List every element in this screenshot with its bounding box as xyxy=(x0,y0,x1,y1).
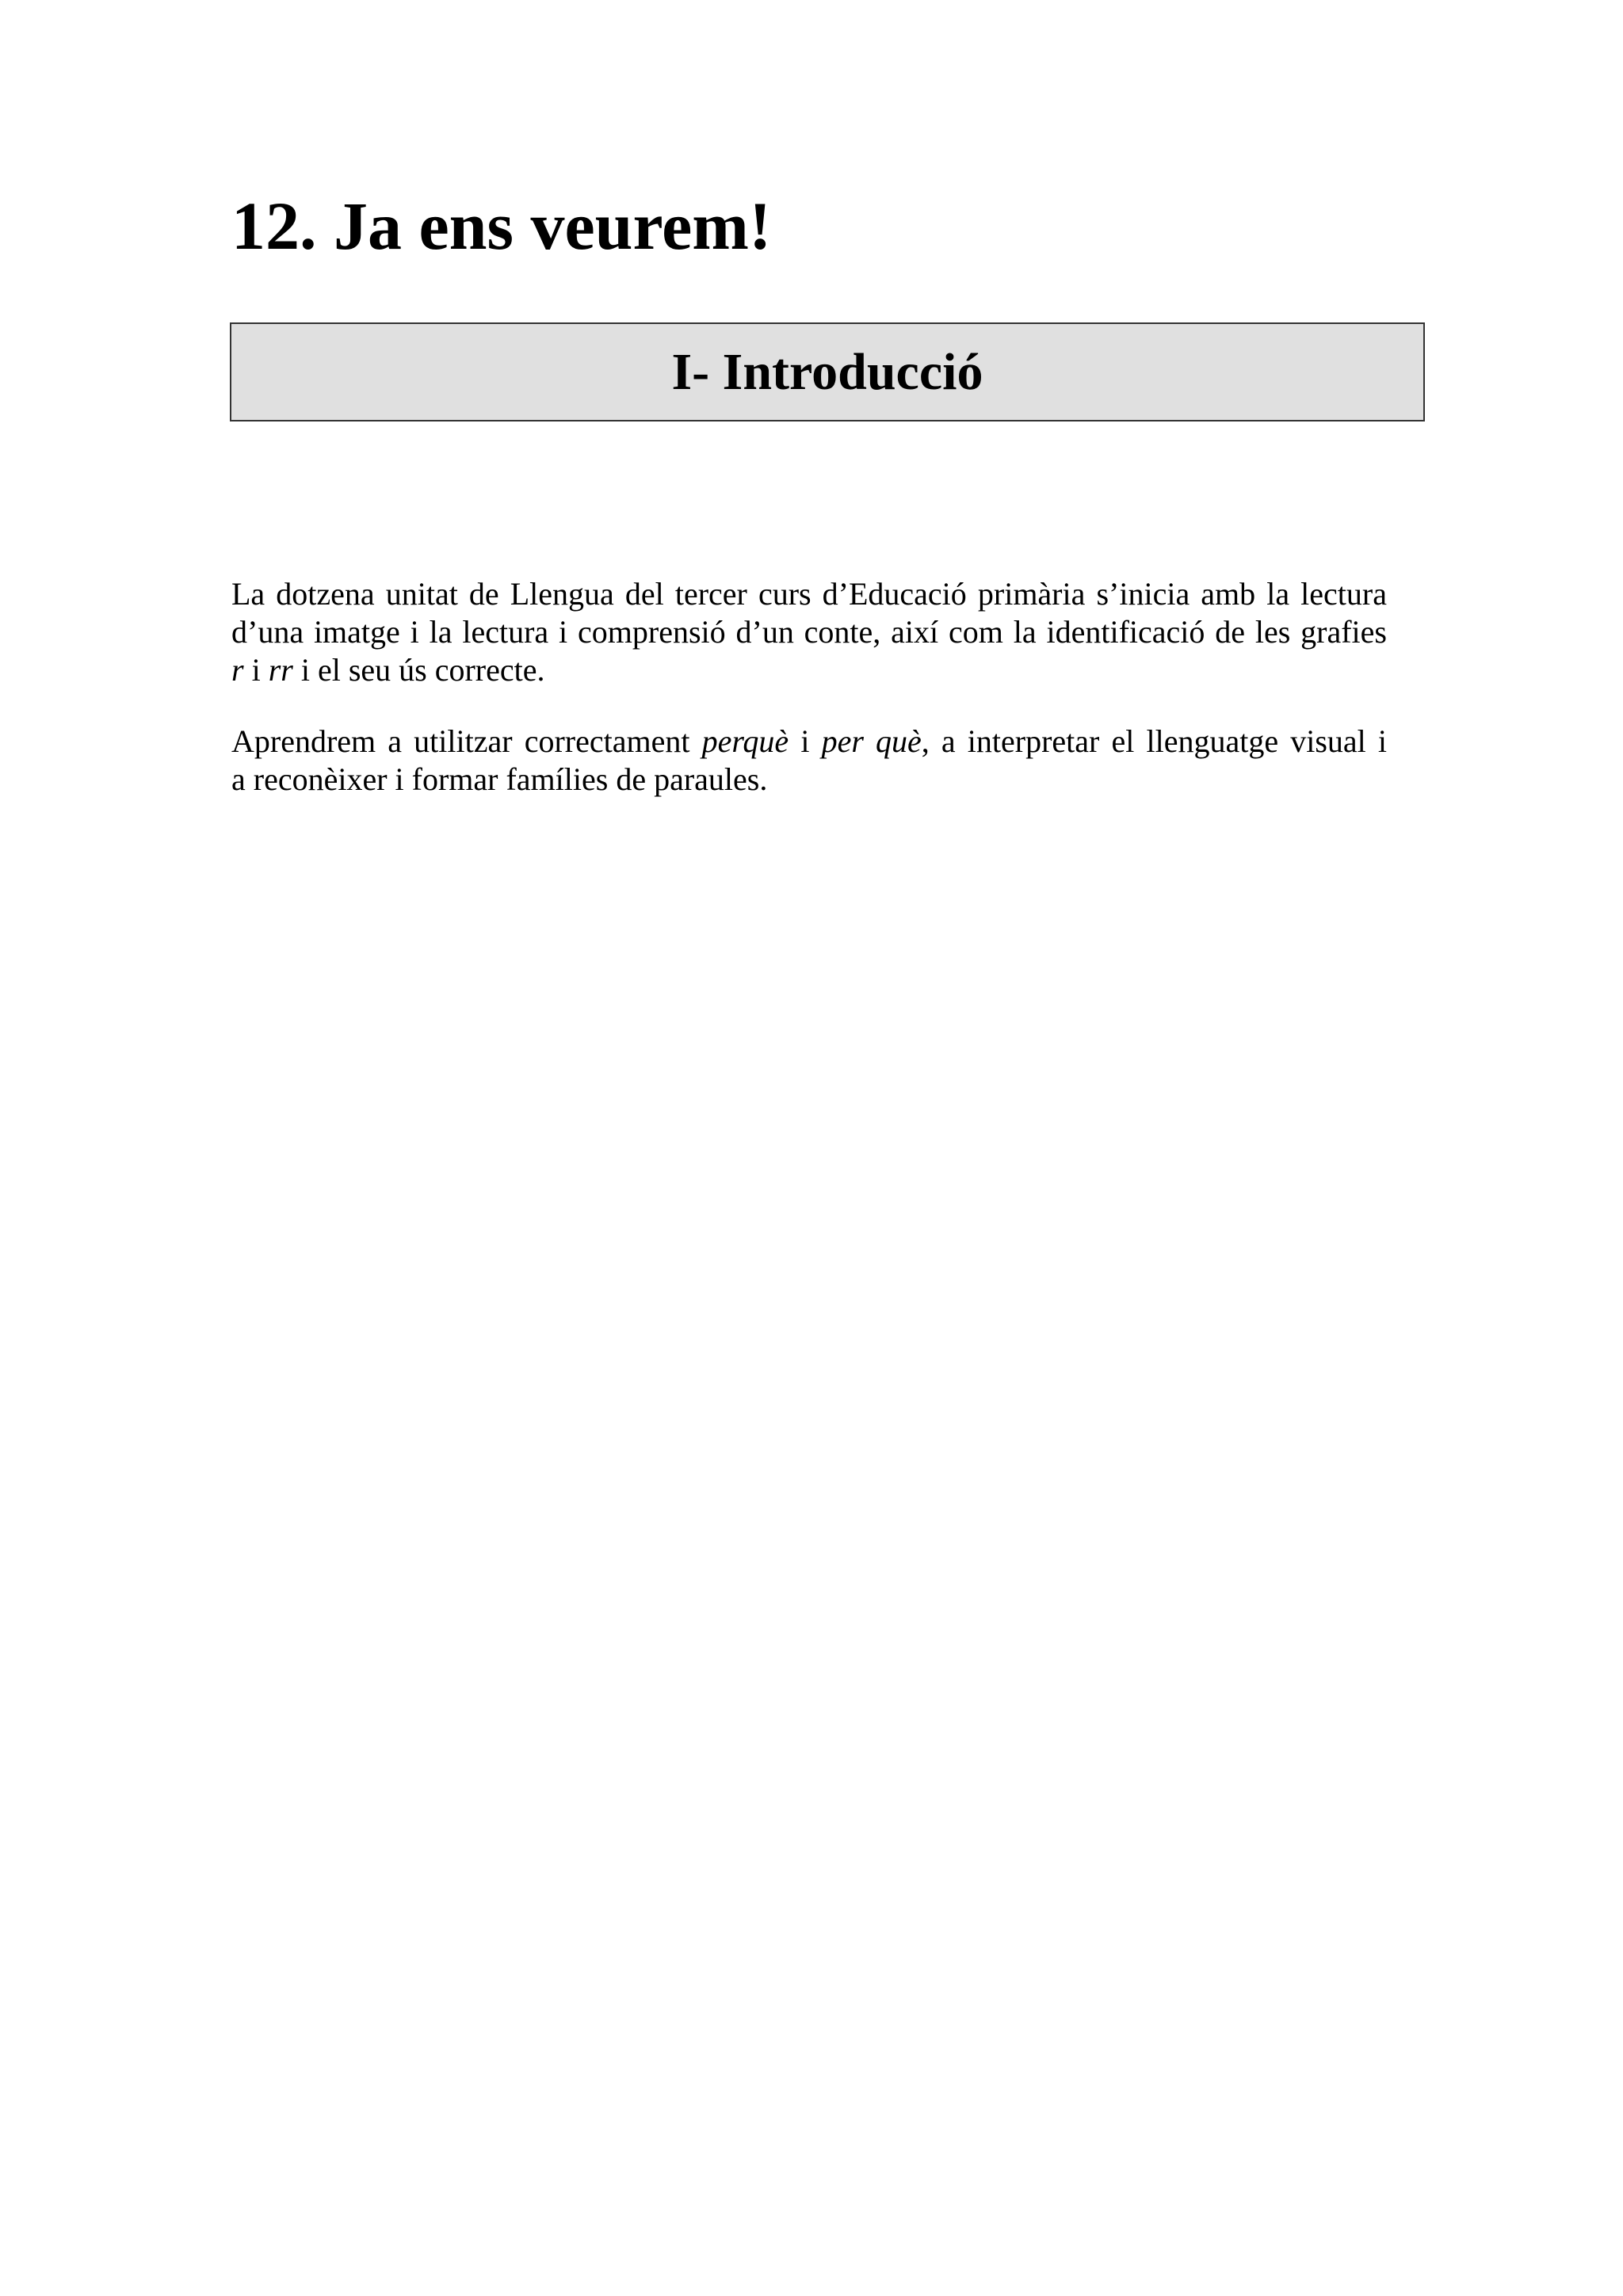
paragraph-1-line-3 xyxy=(231,651,1387,689)
paragraph-2-line-2: a reconèixer i formar famílies de paraules. xyxy=(231,761,768,797)
intro-paragraph-1 xyxy=(231,575,1387,689)
grapheme-r: r xyxy=(231,652,244,688)
conjunction-text: i xyxy=(800,723,822,759)
line-1-start: Aprendrem a utilitzar correctament xyxy=(231,723,702,759)
chapter-title: 12. Ja ens veurem! xyxy=(231,188,772,264)
term-perque: perquè xyxy=(701,723,789,759)
intro-paragraph-2 xyxy=(231,723,1387,799)
paragraph-1-line-1: La dotzena unitat de Llengua del tercer curs d’Educació primària s’inicia amb la lectura xyxy=(231,576,1387,612)
paragraph-2-line-1 xyxy=(231,723,1387,761)
line-3-rest: i el seu ús correcte. xyxy=(292,652,545,688)
conjunction-text: i xyxy=(243,652,269,688)
section-header-box xyxy=(230,322,1425,421)
paragraph-1-line-2: d’una imatge i la lectura i comprensió d’un conte, així com la identificació de les grafies xyxy=(231,614,1387,650)
line-1-end: , a interpretar el llenguatge visual i xyxy=(921,723,1388,759)
term-per-que: per què xyxy=(821,723,922,759)
section-title: I- Introducció xyxy=(671,342,983,401)
grapheme-rr: rr xyxy=(268,652,293,688)
